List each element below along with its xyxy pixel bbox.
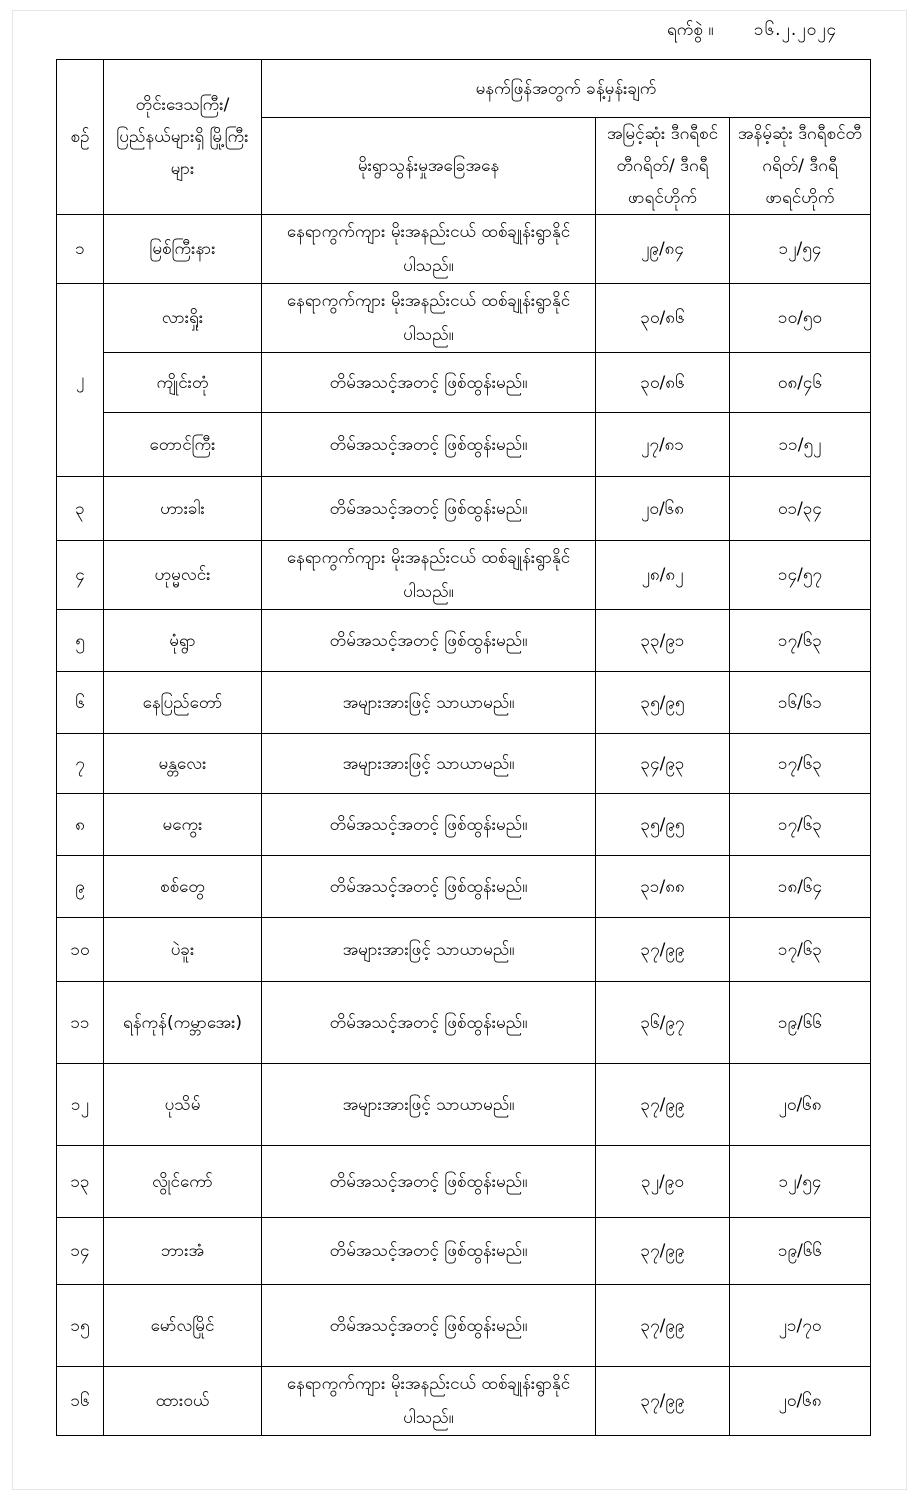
condition-text: တိမ်အသင့်အတင့် ဖြစ်ထွန်းမည်။ (262, 794, 596, 856)
table-row (57, 672, 871, 734)
table-row (57, 215, 871, 284)
city-name: ပဲခူး (104, 918, 262, 982)
city-name: ရန်ကုန်(ကမ္ဘာအေး) (104, 982, 262, 1064)
max-temp: ၃၆/၉၇ (596, 982, 730, 1064)
condition-text: တိမ်အသင့်အတင့် ဖြစ်ထွန်းမည်။ (262, 477, 596, 541)
table-row (57, 794, 871, 856)
min-temp: ၁၀/၅၀ (730, 284, 871, 353)
row-number: ၈ (57, 794, 104, 856)
header-condition: မိုးရွာသွန်းမှုအခြေအနေ (262, 118, 596, 215)
city-name: တောင်ကြီး (104, 413, 262, 477)
city-name: လားရှိုး (104, 284, 262, 353)
city-name: ထားဝယ် (104, 1367, 262, 1436)
city-name: ဟုမ္မလင်း (104, 541, 262, 610)
min-temp: ၁၇/၆၃ (730, 794, 871, 856)
condition-text: တိမ်အသင့်အတင့် ဖြစ်ထွန်းမည်။ (262, 982, 596, 1064)
row-number: ၁၂ (57, 1064, 104, 1146)
max-temp: ၂၇/၈၁ (596, 413, 730, 477)
max-temp: ၃၄/၉၃ (596, 734, 730, 794)
table-row (57, 284, 871, 353)
table-row (57, 734, 871, 794)
row-number: ၄ (57, 541, 104, 610)
header-forecast: မနက်ဖြန်အတွက် ခန့်မှန်းချက် (262, 60, 871, 118)
condition-text: အများအားဖြင့် သာယာမည်။ (262, 1064, 596, 1146)
min-temp: ၁၁/၅၂ (730, 413, 871, 477)
row-number: ၁၃ (57, 1146, 104, 1218)
header-max-temp: အမြင့်ဆုံး ဒီဂရီစင်တီဂရိတ်/ ဒီဂရီဖာရင်ဟိုက် (596, 118, 730, 215)
condition-text: တိမ်အသင့်အတင့် ဖြစ်ထွန်းမည်။ (262, 413, 596, 477)
max-temp: ၃၀/၈၆ (596, 353, 730, 413)
min-temp: ၁၆/၆၁ (730, 672, 871, 734)
row-number: ၉ (57, 856, 104, 918)
condition-text: နေရာကွက်ကျား မိုးအနည်းငယ် ထစ်ချုန်းရွာနိုင်ပါသည်။ (262, 284, 596, 353)
table-row (57, 1064, 871, 1146)
city-name: စစ်တွေ (104, 856, 262, 918)
max-temp: ၂၀/၆၈ (596, 477, 730, 541)
condition-text: တိမ်အသင့်အတင့် ဖြစ်ထွန်းမည်။ (262, 353, 596, 413)
header-min-temp: အနိမ့်ဆုံး ဒီဂရီစင်တီဂရိတ်/ ဒီဂရီဖာရင်ဟိုက် (730, 118, 871, 215)
table-row (57, 1218, 871, 1285)
city-name: ပုသိမ် (104, 1064, 262, 1146)
condition-text: တိမ်အသင့်အတင့် ဖြစ်ထွန်းမည်။ (262, 610, 596, 672)
min-temp: ၀၈/၄၆ (730, 353, 871, 413)
max-temp: ၃၅/၉၅ (596, 672, 730, 734)
city-name: လွိုင်ကော် (104, 1146, 262, 1218)
city-name: မန္တလေး (104, 734, 262, 794)
city-name: မော်လမြိုင် (104, 1285, 262, 1367)
date-value: ၁၆.၂.၂၀၂၄ (754, 20, 838, 40)
condition-text: နေရာကွက်ကျား မိုးအနည်းငယ် ထစ်ချုန်းရွာနိုင်ပါသည်။ (262, 541, 596, 610)
header-no: စဉ် (57, 60, 104, 215)
max-temp: ၃၀/၈၆ (596, 284, 730, 353)
date-label: ရက်စွဲ ။ (667, 20, 714, 40)
table-row (57, 1146, 871, 1218)
max-temp: ၃၃/၉၁ (596, 610, 730, 672)
city-name: ဟားခါး (104, 477, 262, 541)
condition-text: တိမ်အသင့်အတင့် ဖြစ်ထွန်းမည်။ (262, 1285, 596, 1367)
condition-text: တိမ်အသင့်အတင့် ဖြစ်ထွန်းမည်။ (262, 856, 596, 918)
min-temp: ၁၂/၅၄ (730, 215, 871, 284)
city-name: မြစ်ကြီးနား (104, 215, 262, 284)
min-temp: ၁၇/၆၃ (730, 610, 871, 672)
table-row (57, 856, 871, 918)
max-temp: ၃၇/၉၉ (596, 1367, 730, 1436)
min-temp: ၁၉/၆၆ (730, 1218, 871, 1285)
city-name: မုံရွာ (104, 610, 262, 672)
city-name: ကျိုင်းတုံ (104, 353, 262, 413)
row-number: ၃ (57, 477, 104, 541)
min-temp: ၂၁/၇၀ (730, 1285, 871, 1367)
max-temp: ၃၇/၉၉ (596, 1064, 730, 1146)
row-number: ၂ (57, 284, 104, 477)
max-temp: ၂၉/၈၄ (596, 215, 730, 284)
row-number: ၇ (57, 734, 104, 794)
city-name: နေပြည်တော် (104, 672, 262, 734)
table-row (57, 477, 871, 541)
max-temp: ၃၅/၉၅ (596, 794, 730, 856)
table-row (57, 541, 871, 610)
header-city: တိုင်းဒေသကြီး/ ပြည်နယ်များရှိ မြို့ကြီးများ (104, 60, 262, 215)
min-temp: ၂၀/၆၈ (730, 1367, 871, 1436)
city-name: မကွေး (104, 794, 262, 856)
condition-text: အများအားဖြင့် သာယာမည်။ (262, 672, 596, 734)
table-row (57, 1285, 871, 1367)
condition-text: တိမ်အသင့်အတင့် ဖြစ်ထွန်းမည်။ (262, 1218, 596, 1285)
max-temp: ၃၇/၉၉ (596, 1285, 730, 1367)
city-name: ဘားအံ (104, 1218, 262, 1285)
date-line (600, 12, 860, 48)
row-number: ၁၁ (57, 982, 104, 1064)
row-number: ၆ (57, 672, 104, 734)
row-number: ၁၅ (57, 1285, 104, 1367)
row-number: ၁၄ (57, 1218, 104, 1285)
max-temp: ၂၈/၈၂ (596, 541, 730, 610)
max-temp: ၃၇/၉၉ (596, 918, 730, 982)
condition-text: တိမ်အသင့်အတင့် ဖြစ်ထွန်းမည်။ (262, 1146, 596, 1218)
min-temp: ၁၄/၅၇ (730, 541, 871, 610)
row-number: ၁၀ (57, 918, 104, 982)
weather-forecast-table (56, 59, 871, 1436)
row-number: ၁ (57, 215, 104, 284)
min-temp: ၁၇/၆၃ (730, 734, 871, 794)
table-row (57, 1367, 871, 1436)
row-number: ၁၆ (57, 1367, 104, 1436)
max-temp: ၃၂/၉၀ (596, 1146, 730, 1218)
min-temp: ၁၈/၆၄ (730, 856, 871, 918)
table-row (57, 610, 871, 672)
table-row (57, 353, 871, 413)
condition-text: နေရာကွက်ကျား မိုးအနည်းငယ် ထစ်ချုန်းရွာနိုင်ပါသည်။ (262, 215, 596, 284)
table-row (57, 918, 871, 982)
condition-text: အများအားဖြင့် သာယာမည်။ (262, 918, 596, 982)
max-temp: ၃၁/၈၈ (596, 856, 730, 918)
table-row (57, 413, 871, 477)
min-temp: ၁၇/၆၃ (730, 918, 871, 982)
min-temp: ၁၂/၅၄ (730, 1146, 871, 1218)
row-number: ၅ (57, 610, 104, 672)
min-temp: ၁၉/၆၆ (730, 982, 871, 1064)
min-temp: ၂၀/၆၈ (730, 1064, 871, 1146)
table-row (57, 982, 871, 1064)
condition-text: နေရာကွက်ကျား မိုးအနည်းငယ် ထစ်ချုန်းရွာနိုင်ပါသည်။ (262, 1367, 596, 1436)
min-temp: ၀၁/၃၄ (730, 477, 871, 541)
max-temp: ၃၇/၉၉ (596, 1218, 730, 1285)
condition-text: အများအားဖြင့် သာယာမည်။ (262, 734, 596, 794)
